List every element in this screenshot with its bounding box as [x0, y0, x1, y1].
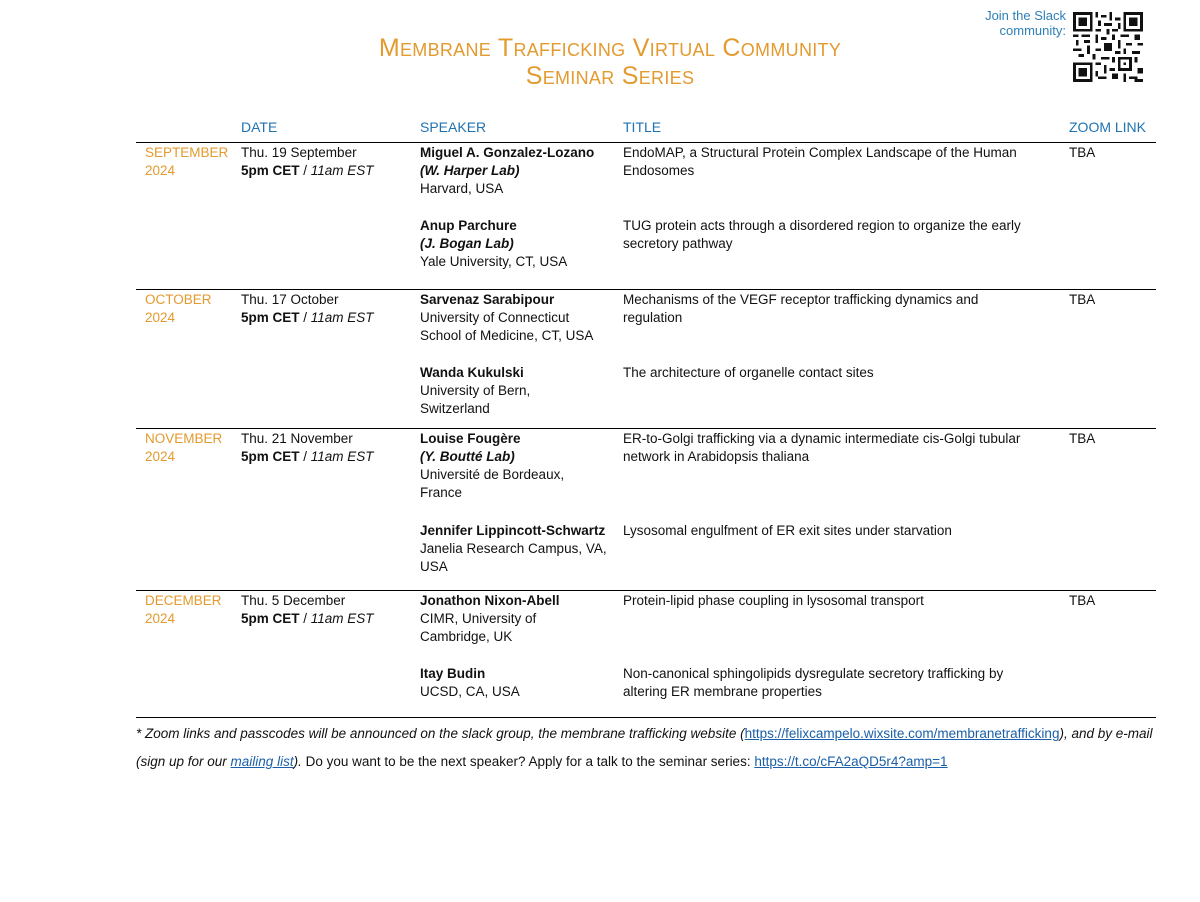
- speaker-affiliation: Cambridge, UK: [420, 629, 513, 644]
- speaker-name: Jennifer Lippincott-Schwartz: [420, 523, 606, 538]
- talk-title: TUG protein acts through a disordered region to organize the early secretory pathway: [623, 218, 1021, 251]
- speaker-affiliation: Yale University, CT, USA: [420, 254, 568, 269]
- speaker-block: [420, 291, 593, 345]
- speaker-name: Jonathon Nixon-Abell: [420, 593, 560, 608]
- month-label: SEPTEMBER 2024: [145, 145, 229, 178]
- speaker-block: [420, 144, 594, 198]
- header-date: DATE: [241, 119, 278, 135]
- talk-title: EndoMAP, a Structural Protein Complex Landscape of the Human Endosomes: [623, 145, 1017, 178]
- talk-title: Mechanisms of the VEGF receptor trafficking dynamics and regulation: [623, 292, 979, 325]
- month-label: OCTOBER 2024: [145, 292, 212, 325]
- apply-link[interactable]: https://t.co/cFA2aQD5r4?amp=1: [754, 754, 948, 769]
- mailing-list-link[interactable]: mailing list: [230, 754, 294, 769]
- speaker-affiliation: USA: [420, 559, 448, 574]
- speaker-block: [420, 364, 530, 418]
- talk-title: Protein-lipid phase coupling in lysosomal transport: [623, 593, 924, 608]
- speaker-affiliation: Switzerland: [420, 401, 490, 416]
- zoom-link: TBA: [1069, 145, 1096, 160]
- speaker-lab: (J. Bogan Lab): [420, 236, 514, 251]
- speaker-block: [420, 430, 564, 502]
- talk-title: Non-canonical sphingolipids dysregulate secretory trafficking by altering ER membrane properties: [623, 666, 1004, 699]
- header-title: TITLE: [623, 119, 662, 135]
- speaker-name: Miguel A. Gonzalez-Lozano: [420, 145, 595, 160]
- header-zoom-link: ZOOM LINK: [1069, 119, 1147, 135]
- table-rule: [136, 717, 1156, 718]
- title-line-2: Seminar Series: [525, 62, 695, 90]
- zoom-link: TBA: [1069, 292, 1096, 307]
- speaker-name: Wanda Kukulski: [420, 365, 524, 380]
- speaker-block: [420, 592, 560, 646]
- speaker-affiliation: Harvard, USA: [420, 181, 504, 196]
- speaker-name: Itay Budin: [420, 666, 486, 681]
- speaker-block: [420, 217, 567, 271]
- session-date: Thu. 5 December 5pm CET / 11am EST: [241, 593, 374, 626]
- table-rule: [136, 428, 1156, 429]
- page-title: [280, 34, 940, 90]
- table-rule: [136, 590, 1156, 591]
- talk-title: ER-to-Golgi trafficking via a dynamic intermediate cis-Golgi tubular network in Arabidopsis thaliana: [623, 431, 1021, 464]
- speaker-name: Anup Parchure: [420, 218, 517, 233]
- session-date: Thu. 21 November 5pm CET / 11am EST: [241, 431, 374, 464]
- speaker-affiliation: UCSD, CA, USA: [420, 684, 520, 699]
- table-rule: [136, 142, 1156, 143]
- speaker-block: [420, 522, 607, 576]
- speaker-lab: (Y. Boutté Lab): [420, 449, 515, 464]
- zoom-link: TBA: [1069, 593, 1096, 608]
- session-date: Thu. 19 September 5pm CET / 11am EST: [241, 145, 374, 178]
- session-date: Thu. 17 October 5pm CET / 11am EST: [241, 292, 374, 325]
- talk-title: Lysosomal engulfment of ER exit sites under starvation: [623, 523, 952, 538]
- speaker-block: [420, 665, 520, 701]
- speaker-affiliation: Janelia Research Campus, VA,: [420, 541, 607, 556]
- footer-note: * Zoom links and passcodes will be announced on the slack group, the membrane trafficking website (https://felixcampelo.wixsite.com/membranetrafficking), and by e-mail (sign up for our mailing list). Do you want to be the next speaker? Apply for a talk to the seminar series: https://t.co/cFA2aQD5r4?amp=1: [136, 726, 1153, 769]
- speaker-affiliation: School of Medicine, CT, USA: [420, 328, 594, 343]
- qr-code-icon: [1073, 12, 1143, 82]
- month-label: DECEMBER 2024: [145, 593, 222, 626]
- speaker-affiliation: University of Connecticut: [420, 310, 570, 325]
- month-label: NOVEMBER 2024: [145, 431, 223, 464]
- talk-title: The architecture of organelle contact sites: [623, 365, 874, 380]
- title-line-1: Membrane Trafficking Virtual Community: [378, 34, 842, 62]
- slack-invite-text: Join the Slack community:: [985, 8, 1066, 38]
- speaker-lab: (W. Harper Lab): [420, 163, 520, 178]
- header-speaker: SPEAKER: [420, 119, 487, 135]
- speaker-affiliation: Université de Bordeaux,: [420, 467, 565, 482]
- speaker-affiliation: CIMR, University of: [420, 611, 537, 626]
- zoom-link: TBA: [1069, 431, 1096, 446]
- speaker-name: Sarvenaz Sarabipour: [420, 292, 555, 307]
- qr-code[interactable]: [1073, 12, 1143, 82]
- speaker-name: Louise Fougère: [420, 431, 521, 446]
- speaker-affiliation: University of Bern,: [420, 383, 531, 398]
- speaker-affiliation: France: [420, 485, 463, 500]
- table-rule: [136, 289, 1156, 290]
- website-link[interactable]: https://felixcampelo.wixsite.com/membranetrafficking: [744, 726, 1060, 741]
